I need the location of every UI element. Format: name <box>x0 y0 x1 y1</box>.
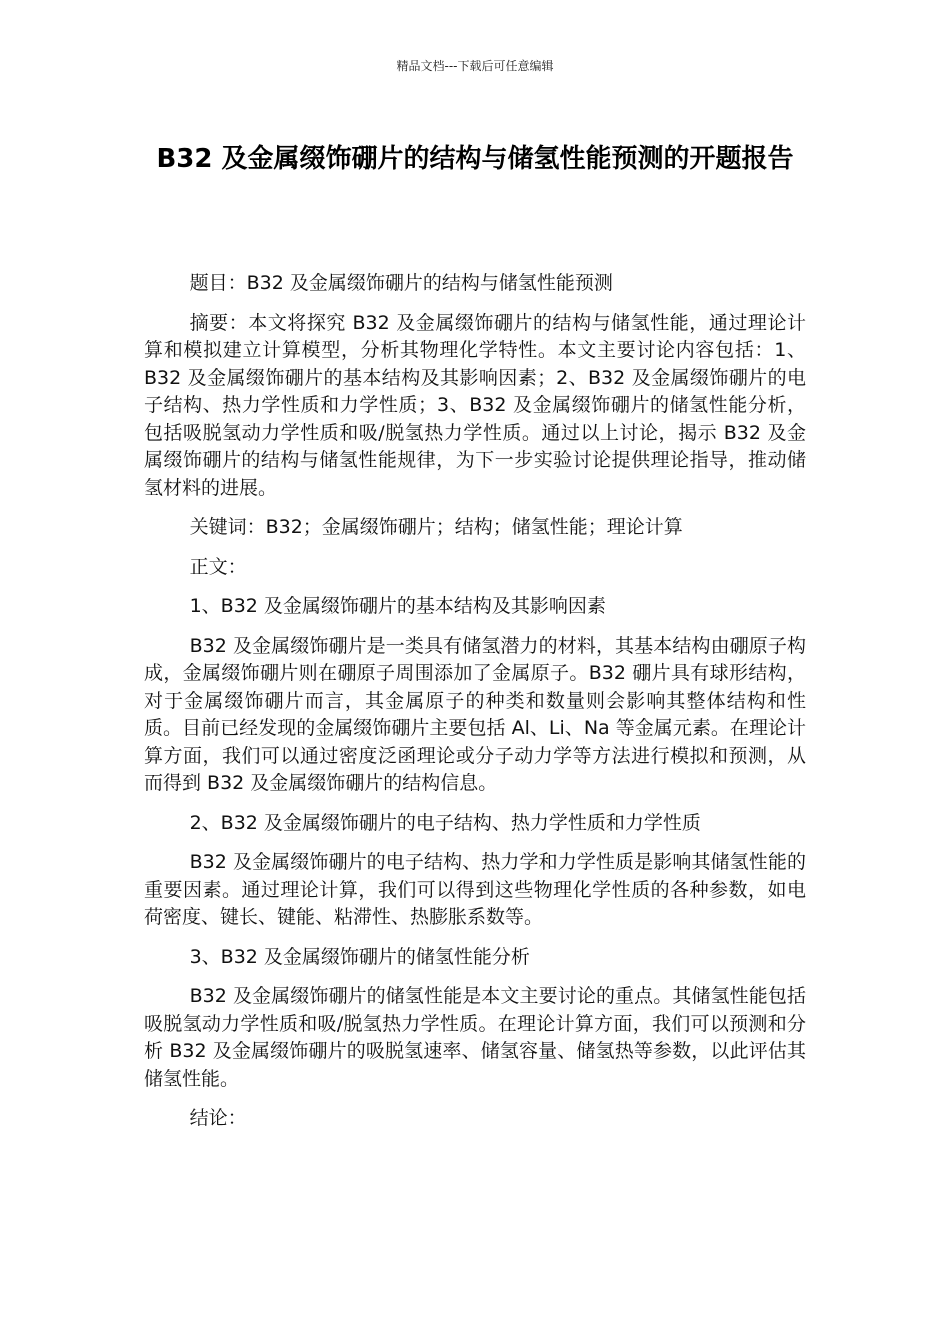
section2-heading: 2、B32 及金属缀饰硼片的电子结构、热力学性质和力学性质 <box>189 811 701 834</box>
section1-heading: 1、B32 及金属缀饰硼片的基本结构及其影响因素 <box>189 595 606 617</box>
section1-paragraph: B32 及金属缀饰硼片是一类具有储氢潜力的材料，其基本结构由硼原子构成，金属缀饰硼片则在硼原子周围添加了金属原子。B32 硼片具有球形结构，对于金属缀饰硼片而言，其金属原子的种类和数量则会影响其整体结构和性质。目前已经发现的金属缀饰硼片主要包括 Al、Li、Na 等金属元素。在理论计算方面，我们可以通过密度泛函理论或分子动力学等方法进行模拟和预测，从而得到 B32 及金属缀饰硼片的结构信息。 <box>144 634 806 794</box>
section3-paragraph: B32 及金属缀饰硼片的储氢性能是本文主要讨论的重点。其储氢性能包括吸脱氢动力学性质和吸/脱氢热力学性质。在理论计算方面，我们可以预测和分析 B32 及金属缀饰硼片的吸脱氢速率、储氢容量、储氢热等参数，以此评估其储氢性能。 <box>144 985 806 1090</box>
section2-paragraph: B32 及金属缀饰硼片的电子结构、热力学和力学性质是影响其储氢性能的重要因素。通过理论计算，我们可以得到这些物理化学性质的各种参数，如电荷密度、键长、键能、粘滞性、热膨胀系数等。 <box>144 851 806 928</box>
document-title: B32 及金属缀饰硼片的结构与储氢性能预测的开题报告 <box>156 144 794 174</box>
keywords-line: 关键词：B32；金属缀饰硼片；结构；储氢性能；理论计算 <box>189 516 683 538</box>
section3-heading: 3、B32 及金属缀饰硼片的储氢性能分析 <box>189 945 530 968</box>
page-header: 精品文档---下载后可任意编辑 <box>396 59 554 73</box>
conclusion-label: 结论： <box>189 1107 247 1129</box>
topic-line: 题目：B32 及金属缀饰硼片的结构与储氢性能预测 <box>189 272 613 294</box>
abstract-paragraph: 摘要：本文将探究 B32 及金属缀饰硼片的结构与储氢性能，通过理论计算和模拟建立计算模型，分析其物理化学特性。本文主要讨论内容包括：1、B32 及金属缀饰硼片的基本结构及其影响因素；2、B32 及金属缀饰硼片的电子结构、热力学性质和力学性质；3、B32 及金属缀饰硼片的储氢性能分析，包括吸脱氢动力学性质和吸/脱氢热力学性质。通过以上讨论，揭示 B32 及金属缀饰硼片的结构与储氢性能规律，为下一步实验讨论提供理论指导，推动储氢材料的进展。 <box>144 311 806 499</box>
body-label: 正文： <box>189 555 247 578</box>
document-body <box>144 270 806 1145</box>
